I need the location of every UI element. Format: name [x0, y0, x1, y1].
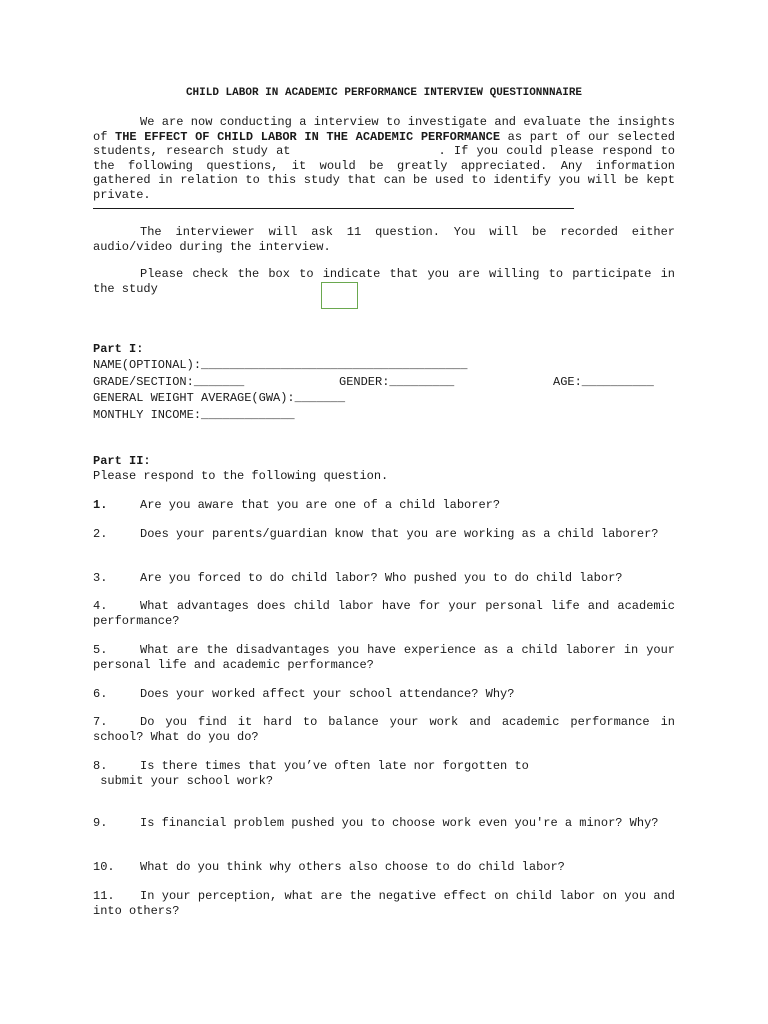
question-text: What advantages does child labor have for your personal life and academic performance?: [93, 599, 675, 628]
gender-field[interactable]: GENDER:_________: [339, 375, 455, 389]
question-number: 1.: [93, 498, 108, 512]
question-text: Is there times that you’ve often late nor forgotten to: [140, 759, 529, 773]
divider-line: [93, 208, 574, 209]
question-number: 10.: [93, 860, 115, 874]
intro-text-start: We are now conducting a interview to investigate and evaluate the insights of: [93, 115, 675, 144]
question-text-continued: submit your school work?: [93, 774, 274, 788]
interviewer-note: The interviewer will ask 11 question. You will be recorded either audio/video during the interview.: [93, 225, 675, 254]
intro-study-title: THE EFFECT OF CHILD LABOR IN THE ACADEMIC PERFORMANCE: [115, 129, 501, 144]
question-item: [93, 715, 675, 744]
age-field[interactable]: AGE:__________: [553, 375, 654, 389]
question-item: [93, 571, 675, 586]
question-number: 4.: [93, 599, 108, 613]
question-text: What do you think why others also choose to do child labor?: [140, 860, 565, 874]
intro-paragraph: [93, 115, 683, 202]
question-text: Are you aware that you are one of a child laborer?: [140, 498, 501, 512]
question-item: [93, 759, 675, 774]
question-number: 11.: [93, 889, 115, 903]
monthly-income-field[interactable]: MONTHLY INCOME:_____________: [93, 408, 295, 422]
question-text: Is financial problem pushed you to choose work even you're a minor? Why?: [140, 816, 659, 830]
question-text: What are the disadvantages you have experience as a child laborer in your personal life and academic performance?: [93, 643, 675, 672]
question-item: [93, 687, 675, 702]
part2-instruction: Please respond to the following question.: [93, 469, 389, 483]
gwa-field[interactable]: GENERAL WEIGHT AVERAGE(GWA):_______: [93, 391, 346, 405]
question-text: Are you forced to do child labor? Who pushed you to do child labor?: [140, 571, 623, 585]
question-number: 9.: [93, 816, 108, 830]
question-text: In your perception, what are the negative effect on child labor on you and into others?: [93, 889, 675, 918]
part1-heading: Part I:: [93, 342, 144, 356]
question-item: [93, 860, 675, 875]
question-item: [93, 498, 675, 513]
name-field[interactable]: NAME(OPTIONAL):_____________________________________: [93, 358, 468, 372]
question-text: Does your worked affect your school attendance? Why?: [140, 687, 515, 701]
part2-heading: Part II:: [93, 454, 151, 468]
question-item: [93, 643, 675, 672]
question-text: Do you find it hard to balance your work and academic performance in school? What do you do?: [93, 715, 675, 744]
question-item: [93, 599, 675, 628]
question-item: [93, 889, 675, 918]
question-item: [93, 816, 675, 831]
page-title: CHILD LABOR IN ACADEMIC PERFORMANCE INTERVIEW QUESTIONNNAIRE: [185, 87, 583, 99]
grade-section-field[interactable]: GRADE/SECTION:_______: [93, 375, 245, 389]
question-number: 3.: [93, 571, 108, 585]
intro-text-end: as part of our selected students, research study at . If you could please respond to the following questions, it would be greatly appreciated. Any information gathered in relation to this study that can be used to identify you will be kept private.: [93, 129, 683, 202]
consent-checkbox[interactable]: [321, 282, 358, 309]
question-number: 2.: [93, 527, 108, 541]
question-number: 8.: [93, 759, 108, 773]
question-number: 7.: [93, 715, 108, 729]
question-item: [93, 527, 675, 542]
question-number: 6.: [93, 687, 108, 701]
consent-note: Please check the box to indicate that you are willing to participate in the study: [93, 267, 675, 296]
question-number: 5.: [93, 643, 108, 657]
question-text: Does your parents/guardian know that you are working as a child laborer?: [140, 527, 659, 541]
